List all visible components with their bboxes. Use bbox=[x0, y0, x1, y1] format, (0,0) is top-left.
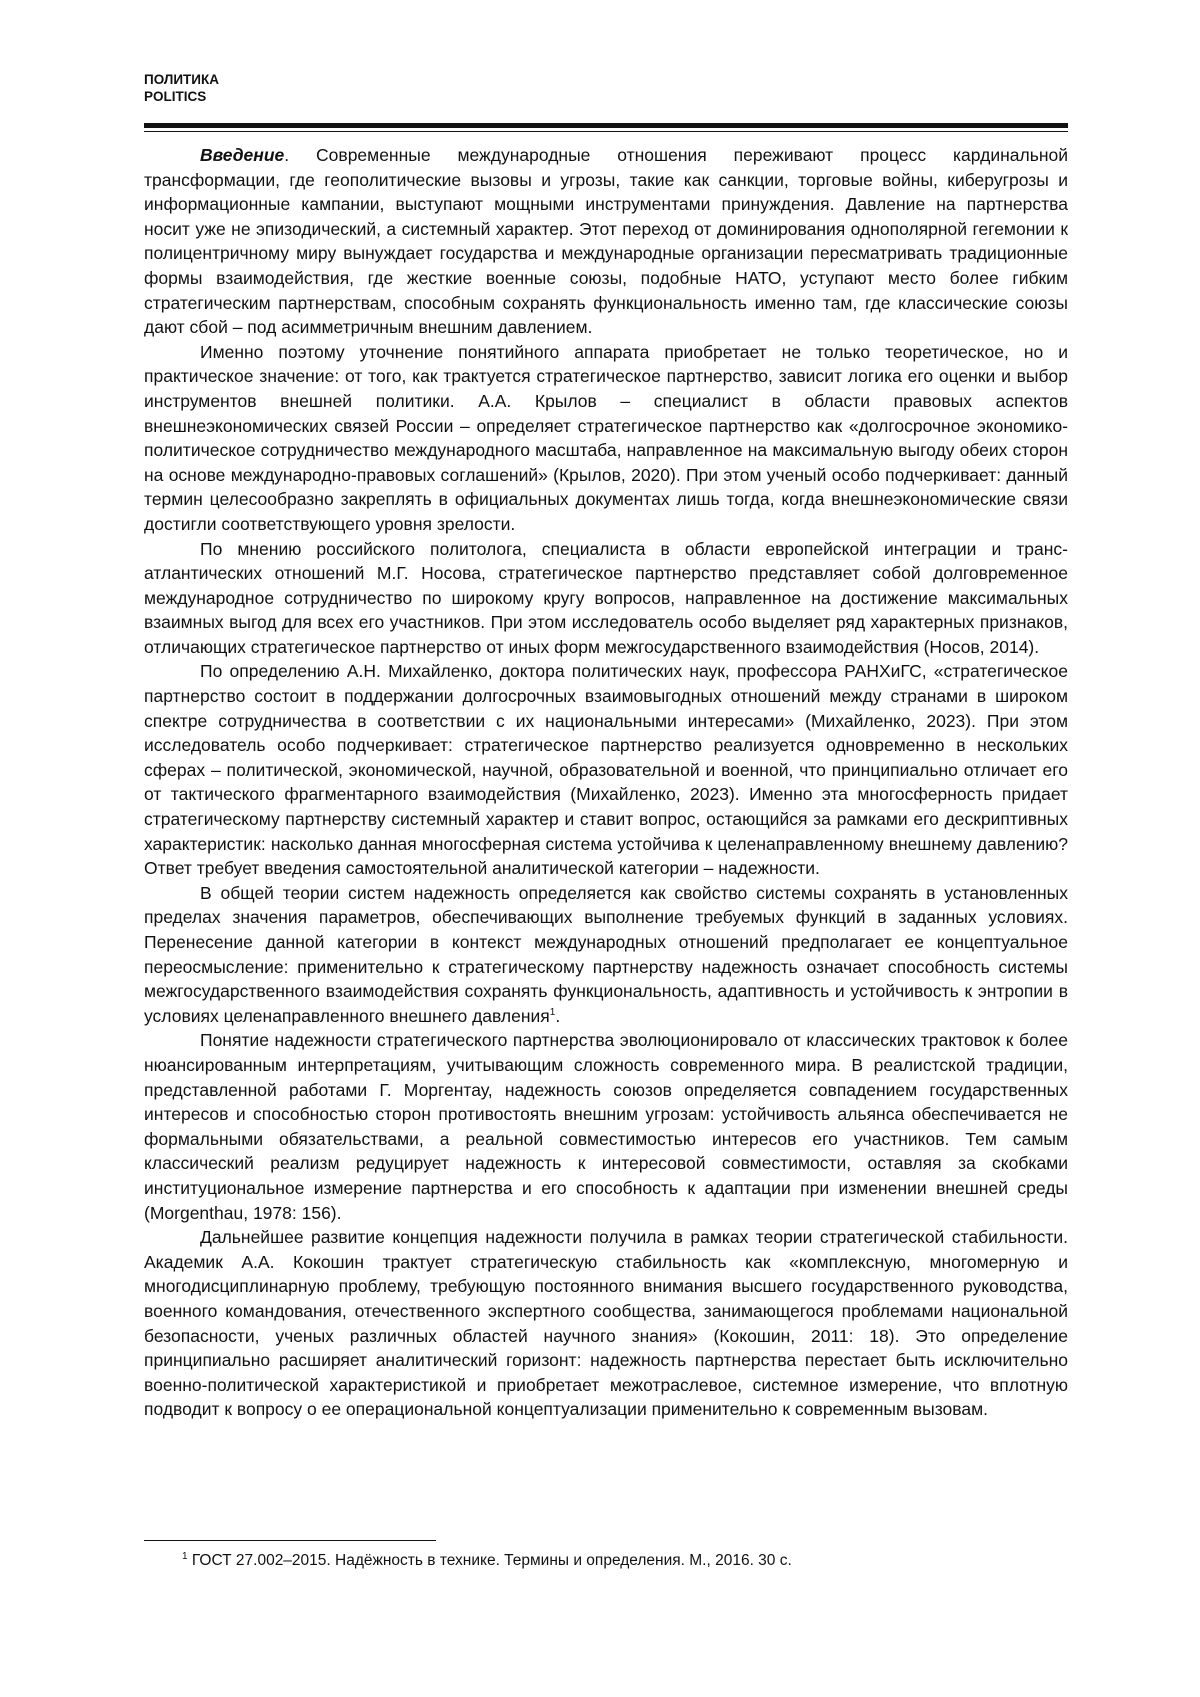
paragraph-6: Понятие надежности стратегического партнерства эволюционировало от классических трактовок к более нюансированным интерпретациям, учитывающим сложность современного мира. В реалистской традиции, представленной работами Г. Моргентау, надежность союзов определяется совпадением государственных интересов и способностью сторон противостоять внешним угрозам: устойчивость альянса обеспечивается не формальными обязательствами, а реальной совместимостью интересов его участников. Тем самым классический реализм редуцирует надежность к интересовой совместимости, оставляя за скобками институциональное измерение партнерства и его способность к адаптации при изменении внешней среды (Morgenthau, 1978: 156). bbox=[144, 1030, 1068, 1223]
paragraph-introduction bbox=[144, 143, 1068, 340]
paragraph-5-text: В общей теории систем надежность определяется как свойство системы сохранять в установленных пределах значения параметров, обеспечивающих выполнение требуемых функций в заданных условиях. Перенесение данной категории в контекст международных отношений предполагает ее концептуальное переосмысление: применительно к стратегическому партнерству надежность означает способность системы межгосударственного взаимодействия сохранять функциональность, адаптивность и устойчивость к энтропии в условиях целенаправленного внешнего давления bbox=[144, 882, 1068, 1026]
section-title-ru: ПОЛИТИКА bbox=[144, 72, 219, 87]
header-rule-thin bbox=[144, 131, 1068, 132]
introduction-label: Введение bbox=[200, 145, 285, 165]
footnote-text: ГОСТ 27.002–2015. Надёжность в технике. Термины и определения. М., 2016. 30 с. bbox=[187, 1552, 792, 1569]
paragraph-4: По определению А.Н. Михайленко, доктора политических наук, профессора РАНХиГС, «стратегическое партнерство состоит в поддержании долгосрочных взаимовыгодных отношений между странами в широком спектре сотрудничества в соответствии с их национальными интересами» (Михайленко, 2023). При этом исследователь особо подчеркивает: стратегическое партнерство реализуется одновременно в нескольких сферах – политической, экономической, научной, образовательной и военной, что принципиально отличает его от тактического фрагментарного взаимодействия (Михайленко, 2023). Именно эта многосферность придает стратегическому партнерству системный характер и ставит вопрос, остающийся за рамками его дескриптивных характеристик: насколько данная многосферная система устойчива к целенаправленному внешнему давлению? Ответ требует введения самостоятельной аналитической категории – надежности. bbox=[144, 661, 1068, 879]
section-title-en: POLITICS bbox=[144, 89, 207, 104]
paragraph-5 bbox=[144, 881, 1068, 1029]
running-header bbox=[144, 71, 219, 105]
paragraph-5-end: . bbox=[555, 1005, 561, 1026]
paragraph-2: Именно поэтому уточнение понятийного аппарата приобретает не только теоретическое, но и практическое значение: от того, как трактуется стратегическое партнерство, зависит логика его оценки и выбор инструментов внешней политики. А.А. Крылов – специалист в области правовых аспектов внешнеэкономических связей России – определяет стратегическое партнерство как «долгосрочное экономико-политическое сотрудничество международного масштаба, направленное на максимальную выгоду обеих сторон на основе международно-правовых соглашений» (Крылов, 2020). При этом ученый особо подчеркивает: данный термин целесообразно закреплять в официальных документах лишь тогда, когда внешнеэкономические связи достигли соответствующего уровня зрелости. bbox=[144, 341, 1068, 534]
footnote-number: 1 bbox=[182, 1550, 188, 1562]
footnote-reference[interactable]: 1 bbox=[549, 1006, 556, 1018]
footnote bbox=[182, 1551, 792, 1571]
paragraph-1-text: . Современные международные отношения переживают процесс кардинальной трансформации, где геополитические вызовы и угрозы, такие как санкции, торговые войны, киберугрозы и информационные кампании, выступают мощными инструментами принуждения. Давление на партнерства носит уже не эпизодический, а системный характер. Этот переход от доминирования однополярной гегемонии к полицентричному миру вынуждает государства и международные организации пересматривать традиционные формы взаимодействия, где жесткие военные союзы, подобные НАТО, уступают место более гибким стратегическим партнерствам, способным сохранять функциональность именно там, где классические союзы дают сбой – под асимметричным внешним давлением. bbox=[144, 145, 1068, 338]
paragraph-7: Дальнейшее развитие концепция надежности получила в рамках теории стратегической стабильности. Академик А.А. Кокошин трактует стратегическую стабильность как «комплексную, многомерную и многодисциплинарную проблему, требующую постоянного внимания высшего государственного руководства, военного командования, отечественного экспертного сообщества, занимающегося проблемами национальной безопасности, ученых различных областей научного знания» (Кокошин, 2011: 18). Это определение принципиально расширяет аналитический горизонт: надежность партнерства перестает быть исключительно военно-политической характеристикой и приобретает межотраслевое, системное измерение, что вплотную подводит к вопросу о ее операциональной концептуализации применительно к современным вызовам. bbox=[144, 1227, 1068, 1420]
paragraph-3: По мнению российского политолога, специалиста в области европейской интеграции и трансатлантических отношений М.Г. Носова, стратегическое партнерство представляет собой долговременное международное сотрудничество по широкому кругу вопросов, направленное на достижение максимальных взаимных выгод для всех его участников. При этом исследователь особо выделяет ряд характерных признаков, отличающих стратегическое партнерство от иных форм межгосударственного взаимодействия (Носов, 2014). bbox=[144, 538, 1068, 657]
header-rule-thick bbox=[144, 123, 1068, 128]
footnote-separator bbox=[144, 1540, 436, 1541]
article-body bbox=[144, 143, 1068, 1422]
